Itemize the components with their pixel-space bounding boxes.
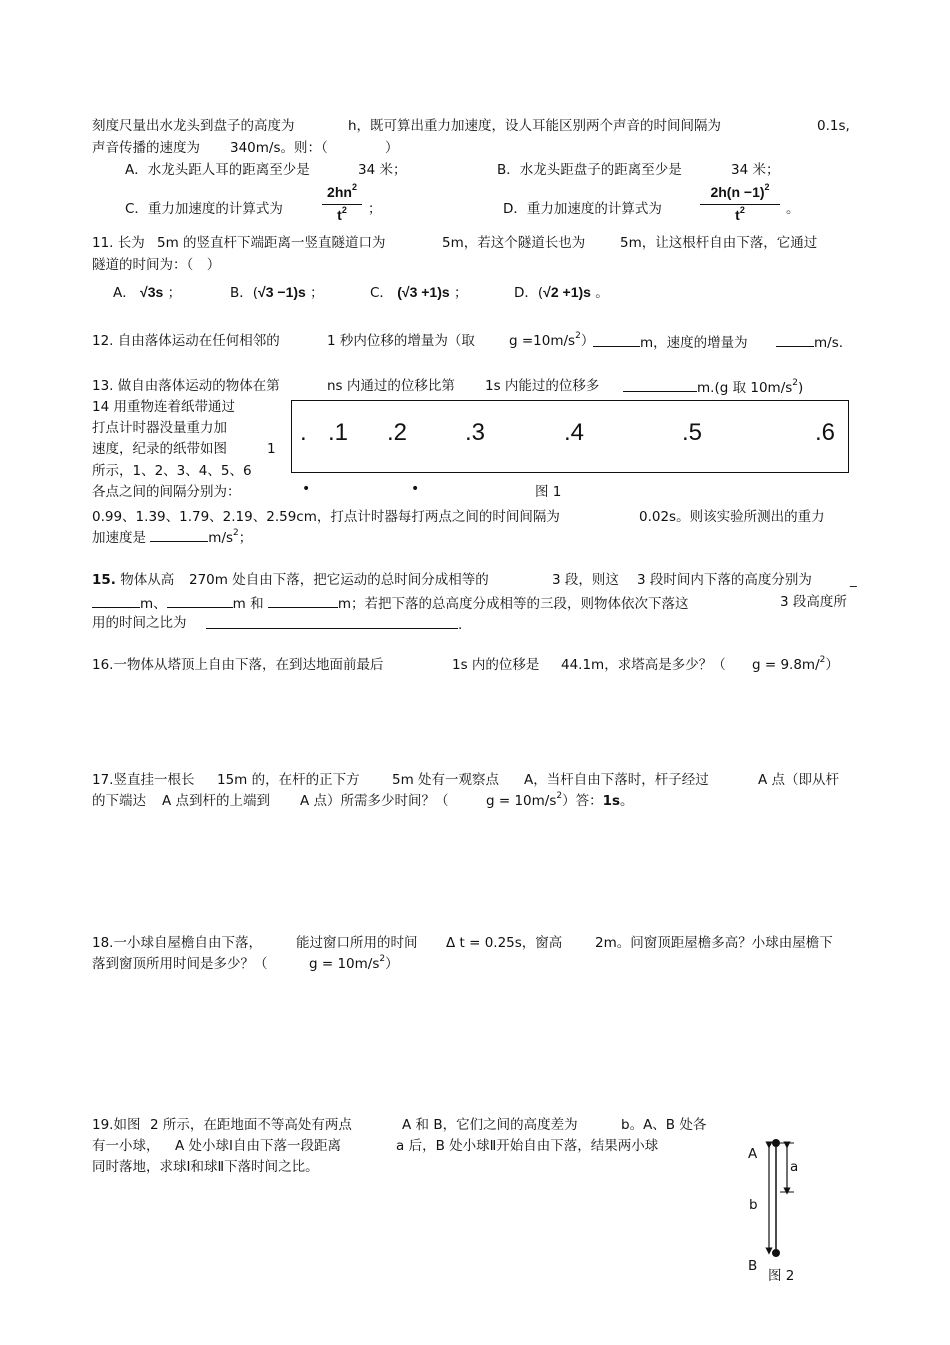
q18-c: Δ t = 0.25s，窗高 (446, 935, 563, 951)
q10-line2a: 声音传播的速度为 (92, 140, 200, 156)
q15-line2 (92, 593, 689, 613)
q17-c: 5m 处有一观察点 (392, 772, 500, 788)
q17-g: A 点到杆的上端到 (162, 793, 271, 809)
tape-point-5: .5 (682, 419, 703, 446)
q10-option-b: B．水龙头距盘子的距离至少是 (497, 162, 682, 178)
q10-line1 (92, 117, 295, 135)
q17-b: 15m 的，在杆的正下方 (217, 772, 360, 788)
q17-d: A，当杆自由下落时，杆子经过 (524, 772, 709, 788)
q12-b: 1 秒内位移的增量为（取 (327, 333, 475, 349)
q18-a: 18.一小球自屋檐自由下落， (92, 935, 262, 951)
q19-e: 有一小球， (92, 1138, 160, 1154)
q11-option-d (514, 283, 609, 302)
formula-d-exp: 2 (764, 182, 770, 192)
tape-point-4: .4 (564, 419, 585, 446)
q17-answer-label: ）答： (562, 793, 603, 809)
q15-j: 用的时间之比为 (92, 615, 187, 631)
q18-exp: 2 (379, 954, 386, 964)
q12-blank-2[interactable] (776, 332, 814, 347)
q12-blank2-wrap (776, 332, 843, 352)
q13-blank-wrap (623, 377, 803, 399)
q10-option-d-formula (700, 183, 780, 226)
q11-option-d-tail: 。 (595, 285, 609, 301)
q16-b: 1s 内的位移是 (452, 657, 540, 673)
q11-option-c (370, 283, 467, 302)
q17-h: A 点）所需多少时间？（ (300, 793, 449, 809)
q19-f: A 处小球Ⅰ自由下落一段距离 (175, 1138, 342, 1154)
q11-option-b-tail: ； (310, 285, 324, 301)
q17-period: 。 (620, 793, 634, 809)
q15-k: . (458, 617, 463, 633)
q10-line2c: ） (385, 140, 399, 156)
q18-b: 能过窗口所用的时间 (296, 935, 418, 951)
q19-h: 同时落地，求球Ⅰ和球Ⅱ下落时间之比。 (92, 1159, 319, 1175)
q11-line1c: 5m，若这个隧道长也为 (442, 235, 586, 251)
q19-b: 2 所示，在距地面不等高处有两点 (150, 1117, 352, 1133)
q10-option-a: A．水龙头距人耳的距离至少是 (125, 162, 310, 178)
q19-g: a 后，B 处小球Ⅱ开始自由下落，结果两小球 (396, 1138, 659, 1154)
q12-e: m，速度的增量为 (640, 335, 748, 351)
figure-2-label-A: A (748, 1146, 758, 1162)
q11-option-c-tail: ； (453, 285, 468, 301)
q16-exp: 2 (819, 655, 826, 665)
q11-option-c-label: C． (370, 285, 393, 301)
q14-blank[interactable] (150, 527, 208, 542)
figure-2-label-B: B (748, 1258, 758, 1274)
q18-paren: ） (385, 956, 399, 972)
q17-gravity: g = 10m/s (486, 793, 557, 809)
ball-b (772, 1249, 780, 1257)
q13-d: m.(g 取 10m/s (697, 380, 793, 396)
q14-l7 (92, 527, 252, 549)
q18-e: 落到窗顶所用时间是多少？（ (92, 956, 268, 972)
formula-d-numerator: 2h(n −1) (710, 184, 765, 200)
q12-c (509, 332, 594, 352)
decorative-dot: • (302, 481, 311, 497)
q11-option-a-value: √3s (140, 284, 164, 300)
formula-c-numerator: 2hn (327, 184, 352, 200)
tape-point-6: .6 (815, 419, 836, 446)
q11-option-a (113, 283, 181, 302)
q12-blank1-wrap (593, 332, 748, 352)
q16-paren: ） (825, 657, 839, 673)
q14-l5: 各点之间的间隔分别为： (92, 484, 241, 500)
q16-a: 16.一物体从塔顶上自由下落，在到达地面前最后 (92, 657, 384, 673)
q12-exp: 2 (575, 331, 581, 341)
q15-blank-ratio[interactable] (206, 614, 458, 629)
q14-l3a: 速度，纪录的纸带如图 (92, 441, 227, 457)
tape-point-1: .1 (328, 419, 349, 446)
q11-option-b-value: √3 −1)s (258, 284, 306, 300)
q15-f: m、 (140, 596, 167, 612)
q15-h: m；若把下落的总高度分成相等的三段，则物体依次下落这 (337, 596, 689, 612)
q11-option-d-value: √2 +1)s (543, 284, 591, 300)
q10-option-c-formula (322, 183, 362, 226)
q15-g: m 和 (232, 596, 264, 612)
q10-option-d: D．重力加速度的计算式为 (503, 201, 662, 217)
figure-1-label: 图 1 (535, 484, 562, 500)
q13-b: ns 内通过的位移比第 (327, 378, 455, 394)
formula-d-denominator: t (735, 207, 740, 223)
tape-point-2: .2 (387, 419, 408, 446)
q11-option-c-value: (√3 +1)s (397, 284, 450, 300)
q10-option-c: C．重力加速度的计算式为 (125, 201, 283, 217)
q15-number: 15. (92, 572, 116, 588)
q14-l4: 所示，1、2、3、4、5、6 (92, 463, 252, 479)
q17-exp: 2 (556, 791, 563, 801)
q11-line1a: 11. 长为 (92, 235, 145, 251)
q18-d: 2m。问窗顶距屋檐多高？小球由屋檐下 (595, 935, 833, 951)
q14-exp: 2 (233, 528, 239, 538)
q15-e: _ (850, 572, 857, 588)
q14-l7c: ； (238, 530, 253, 546)
q14-l7b: m/s (208, 530, 234, 546)
q10-line2b: 340m/s。则：（ (230, 140, 328, 156)
figure-2-label: 图 2 (768, 1268, 795, 1284)
q10-line1c: 0.1s, (817, 118, 850, 134)
q15-blank-3[interactable] (268, 593, 338, 608)
figure-2-label-a: a (790, 1159, 799, 1175)
q12-gravity: g =10m/s (509, 333, 576, 349)
q10-option-d-tail: 。 (786, 201, 800, 217)
q11-line2: 隧道的时间为：（ ） (92, 257, 221, 273)
formula-c-den-exp: 2 (341, 205, 347, 215)
q14-l2: 打点计时器没量重力加 (92, 420, 227, 436)
q12-a: 12. 自由落体运动在任何相邻的 (92, 333, 280, 349)
q19-d: b。A、B 处各 (621, 1117, 707, 1133)
q11-line1d: 5m，让这根杆自由下落，它通过 (620, 235, 818, 251)
q13-exp: 2 (792, 378, 799, 388)
q17-a: 17.竖直挂一根长 (92, 772, 195, 788)
q10-line1b: h，既可算出重力加速度，设人耳能区别两个声音的时间间隔为 (348, 118, 722, 134)
q15-ratio-wrap (206, 614, 462, 634)
q14-l6b: 0.02s。则该实验所测出的重力 (639, 509, 825, 525)
q12-f: m/s. (814, 335, 844, 351)
q11-option-b (230, 283, 324, 302)
q14-l7a: 加速度是 (92, 530, 146, 546)
q15-c: 3 段，则这 (552, 572, 619, 588)
q17-e: A 点（即从杆 (758, 772, 840, 788)
q12-paren: ） (580, 333, 595, 349)
q16-gravity: g = 9.8m/ (752, 657, 820, 673)
q19-a: 19.如图 (92, 1117, 141, 1133)
q14-l3b: 1 (267, 441, 276, 457)
tape-point-3: .3 (465, 419, 486, 446)
q18-gravity: g = 10m/s (309, 956, 380, 972)
q19-c: A 和 B，它们之间的高度差为 (402, 1117, 578, 1133)
q13-c: 1s 内能过的位移多 (485, 378, 600, 394)
q15-line3 (92, 614, 187, 632)
tape-point-0: . (300, 419, 307, 446)
q11-option-a-tail: ； (167, 285, 182, 301)
q14-l6a: 0.99、1.39、1.79、2.19、2.59cm，打点计时器每打两点之间的时间间隔为 (92, 509, 560, 525)
q11-option-d-label: D．( (514, 285, 544, 301)
q17-f: 的下端达 (92, 793, 146, 809)
q10-option-c-tail: ； (368, 201, 382, 217)
formula-c-denominator: t (337, 207, 342, 223)
q16-d (752, 656, 839, 676)
q15-a: 物体从高 (120, 572, 175, 588)
figure-1-paper-tape (291, 400, 849, 473)
formula-d-den-exp: 2 (739, 205, 745, 215)
q10-option-a-value: 34 米； (358, 162, 407, 178)
q15-line1 (92, 571, 174, 589)
q15-blank-1[interactable] (92, 593, 140, 608)
q13-a: 13. 做自由落体运动的物体在第 (92, 378, 280, 394)
q11-option-a-label: A． (113, 285, 136, 301)
q17-i (486, 792, 634, 812)
q11-option-b-label: B．( (230, 285, 259, 301)
q14-l1: 14 用重物连着纸带通过 (92, 399, 235, 415)
q10-text: 刻度尺量出水龙头到盘子的高度为 (92, 118, 295, 134)
q11-line1b: 5m 的竖直杆下端距离一竖直隧道口为 (157, 235, 386, 251)
ball-a (772, 1139, 780, 1147)
formula-c-exp: 2 (351, 182, 357, 192)
figure-2-label-b: b (749, 1197, 758, 1213)
q15-i: 3 段高度所 (780, 594, 847, 610)
q16-c: 44.1m，求塔高是多少？（ (561, 657, 726, 673)
q13-blank[interactable] (623, 377, 697, 392)
q15-d: 3 段时间内下落的高度分别为 (637, 572, 812, 588)
decorative-dot: • (411, 481, 420, 497)
q15-b: 270m 处自由下落，把它运动的总时间分成相等的 (189, 572, 489, 588)
q18-f (309, 955, 399, 975)
q10-option-b-value: 34 米； (731, 162, 780, 178)
q12-blank-1[interactable] (593, 332, 640, 347)
q17-answer: 1s (602, 793, 621, 809)
q13-e: ) (798, 380, 804, 396)
q15-blank-2[interactable] (167, 593, 233, 608)
